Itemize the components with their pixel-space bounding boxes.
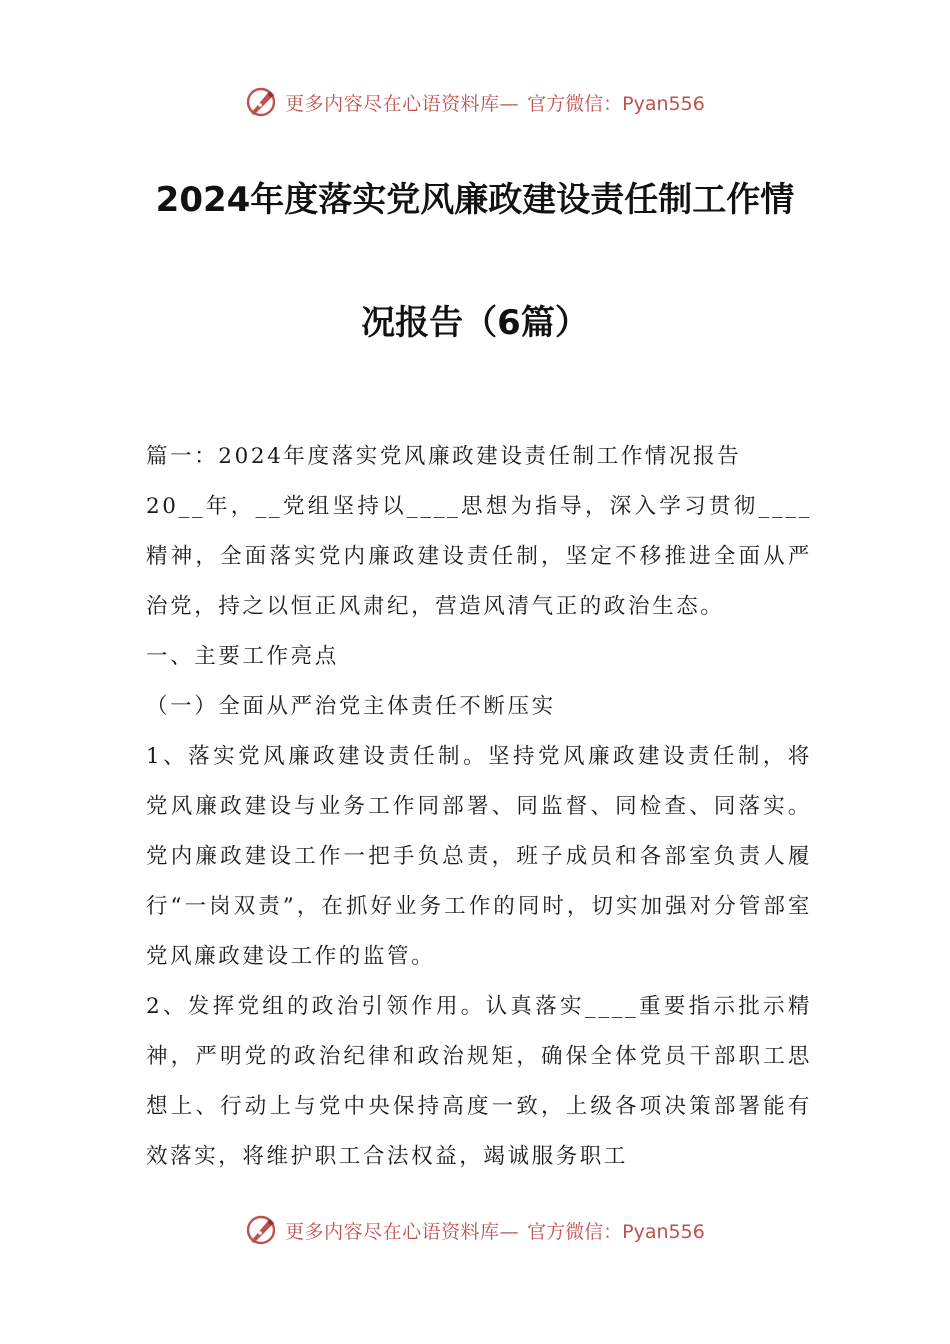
- watermark-site-text: 更多内容尽在心语资料库—: [285, 92, 520, 115]
- watermark-wechat-text: 官方微信：Pyan556: [527, 1220, 705, 1243]
- pen-nib-logo-icon: [245, 1214, 277, 1246]
- pen-nib-logo-icon: [245, 86, 277, 118]
- watermark-site-text: 更多内容尽在心语资料库—: [285, 1220, 520, 1243]
- paragraph-item-2: 2、发挥党组的政治引领作用。认真落实____重要指示批示精神，严明党的政治纪律和政治规矩，确保全体党员干部职工思想上、行动上与党中央保持高度一致，上级各项决策部署能有效落实，将维护职工合法权益，竭诚服务职工: [146, 994, 812, 1169]
- paragraph-intro: 20__年，__党组坚持以____思想为指导，深入学习贯彻____精神，全面落实党内廉政建设责任制，坚定不移推进全面从严治党，持之以恒正风肃纪，营造风清气正的政治生态。: [146, 494, 812, 619]
- paragraph-item-1: 1、落实党风廉政建设责任制。坚持党风廉政建设责任制，将党风廉政建设与业务工作同部署、同监督、同检查、同落实。党内廉政建设工作一把手负总责，班子成员和各部室负责人履行“一岗双责”，在抓好业务工作的同时，切实加强对分管部室党风廉政建设工作的监管。: [146, 744, 812, 969]
- footer-watermark: [0, 1210, 950, 1250]
- header-watermark: [0, 82, 950, 122]
- document-body: [146, 432, 812, 1182]
- document-title-line-1: 2024年度落实党风廉政建设责任制工作情: [155, 180, 795, 220]
- paragraph-subheading-1: （一）全面从严治党主体责任不断压实: [146, 694, 556, 719]
- paragraph-heading-1: 一、主要工作亮点: [146, 644, 339, 669]
- watermark-wechat-text: 官方微信：Pyan556: [527, 92, 705, 115]
- document-title-line-2: 况报告（6篇）: [361, 303, 589, 343]
- paragraph-section-heading: 篇一：2024年度落实党风廉政建设责任制工作情况报告: [146, 444, 742, 469]
